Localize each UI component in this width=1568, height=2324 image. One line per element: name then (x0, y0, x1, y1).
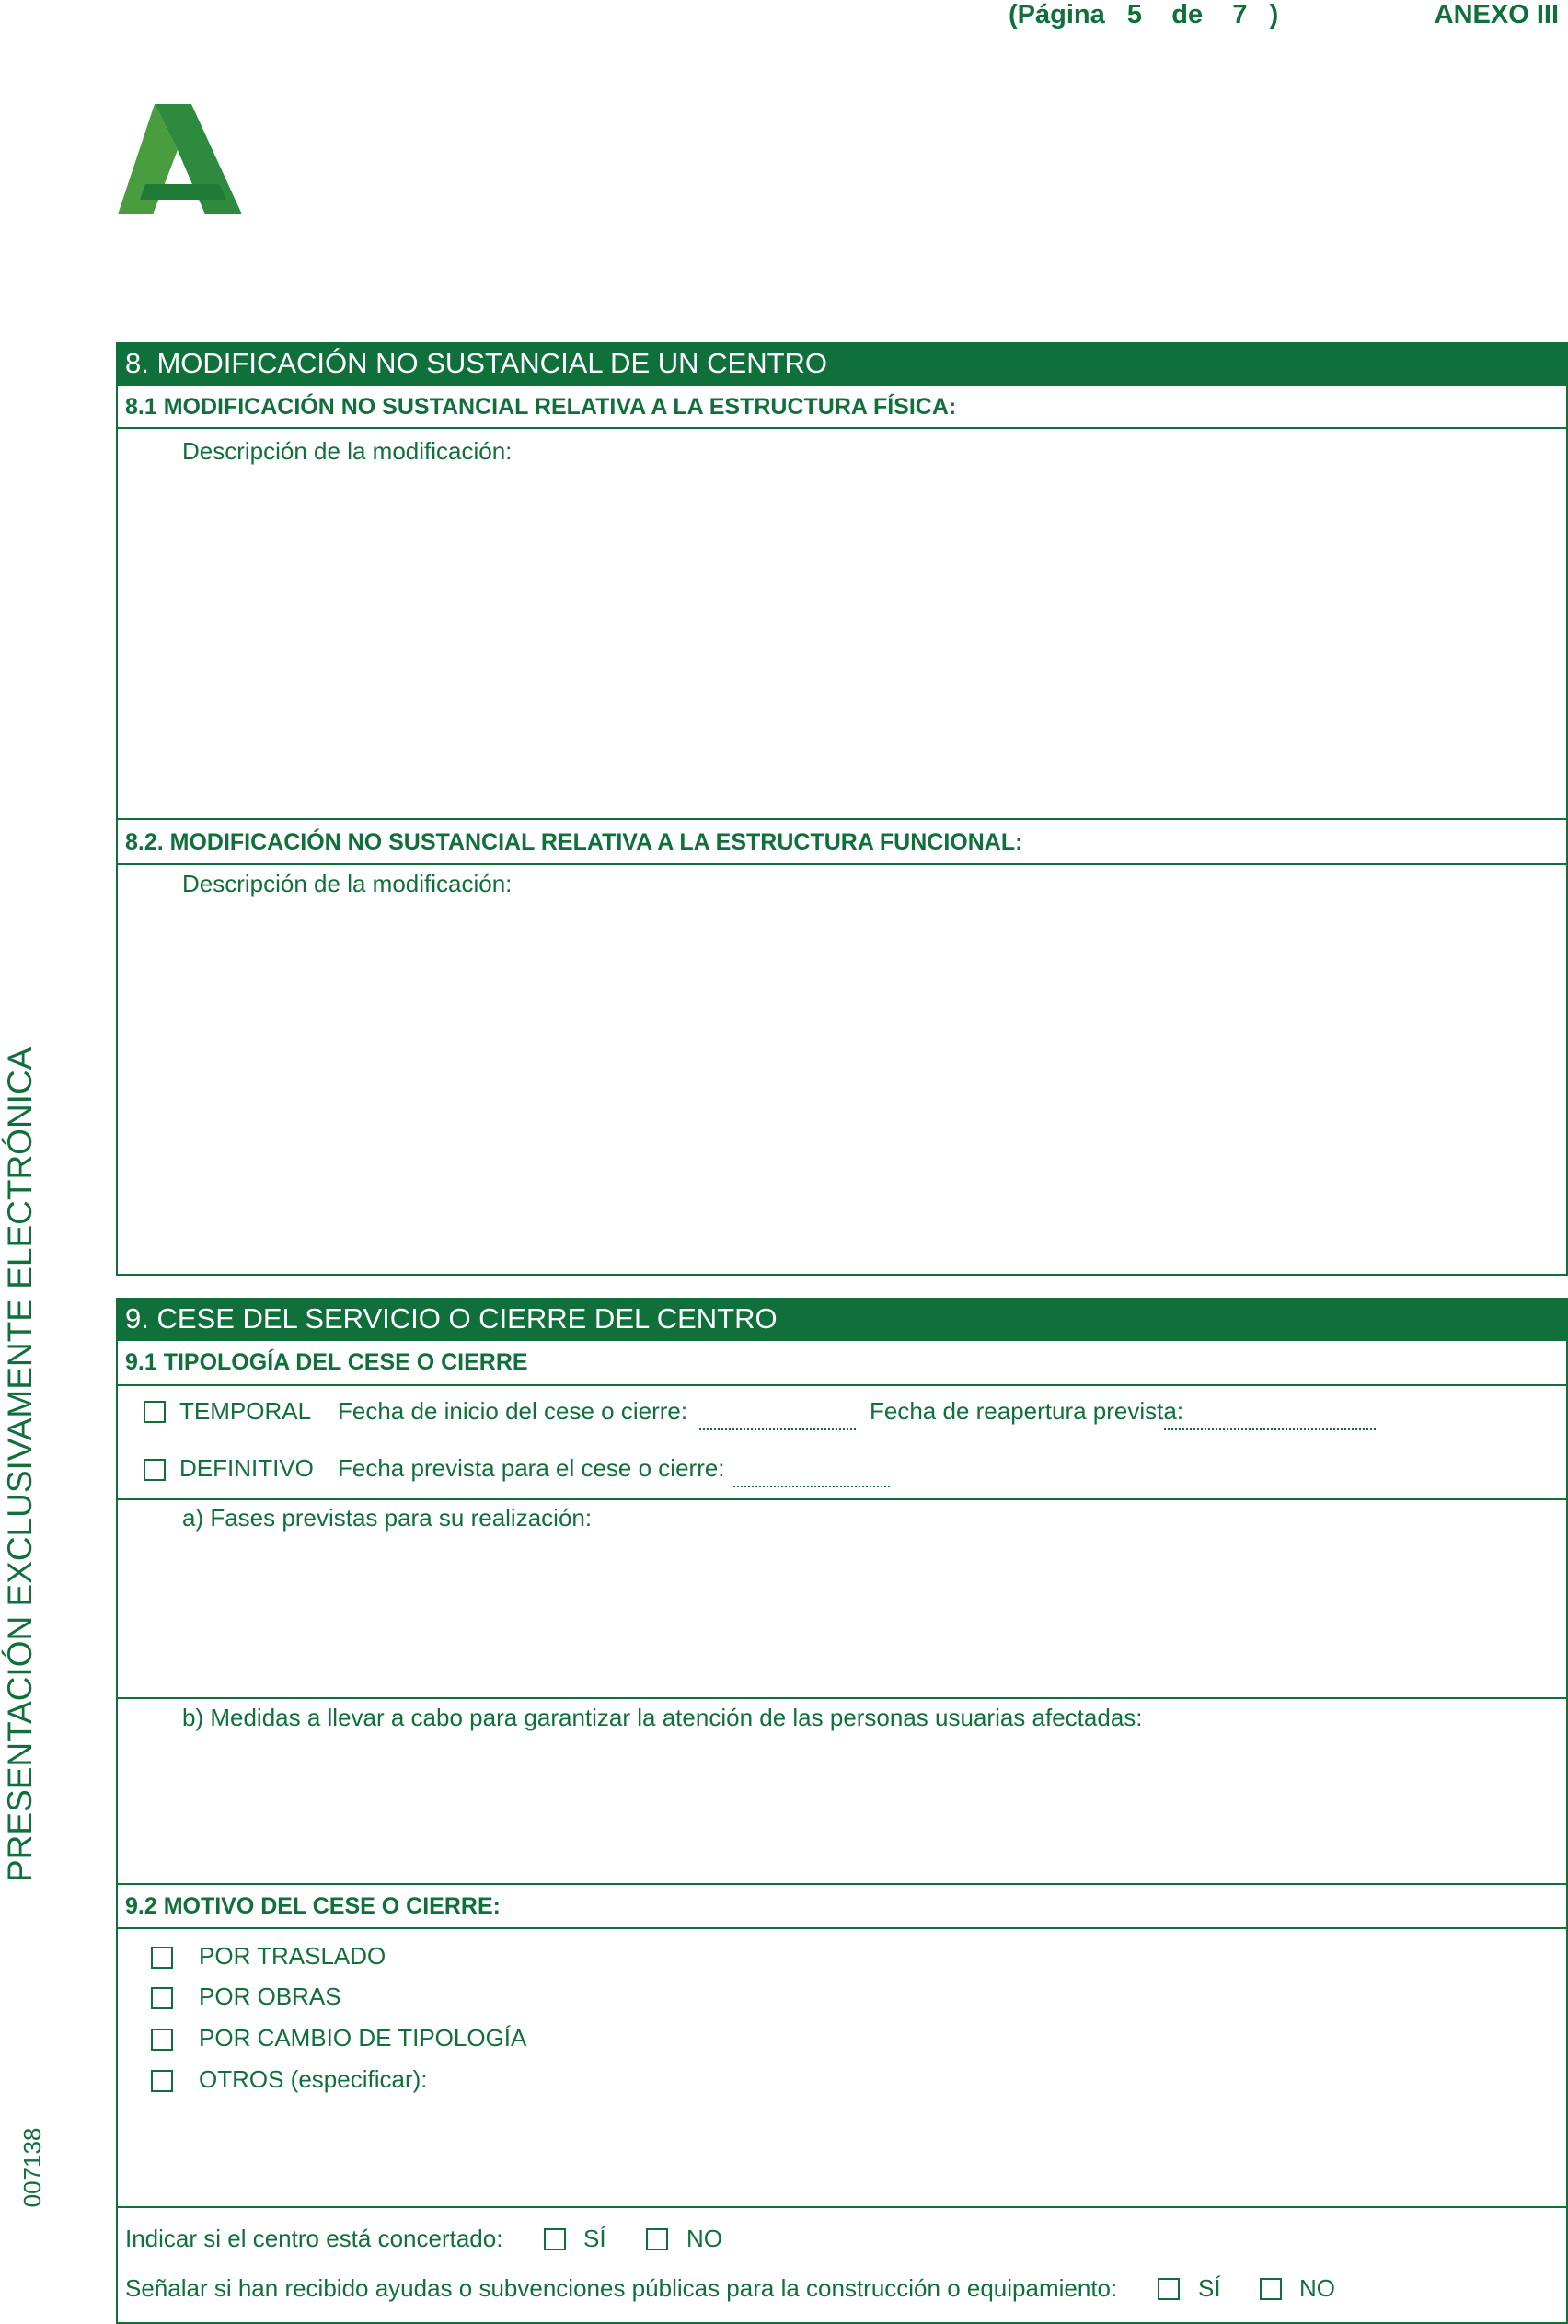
section-8-1-title: 8.1 MODIFICACIÓN NO SUSTANCIAL RELATIVA A LA ESTRUCTURA FÍSICA: (125, 394, 957, 420)
planned-date-field[interactable] (733, 1486, 890, 1487)
measures-label: b) Medidas a llevar a cabo para garantizar la atención de las personas usuarias afectadas: (182, 1704, 1143, 1731)
start-date-label: Fecha de inicio del cese o cierre: (338, 1397, 688, 1425)
reason-traslado-checkbox[interactable] (151, 1947, 173, 1969)
form-code: 007138 (18, 2127, 46, 2208)
reason-otros-checkbox[interactable] (151, 2070, 173, 2092)
annex-label: ANEXO III (1434, 0, 1559, 29)
definitivo-checkbox[interactable] (144, 1459, 166, 1481)
side-presentation-text: PRESENTACIÓN EXCLUSIVAMENTE ELECTRÓNICA (1, 1046, 39, 1882)
phases-label: a) Fases previstas para su realización: (182, 1504, 593, 1532)
ayudas-yes-checkbox[interactable] (1158, 2278, 1180, 2300)
divider (116, 863, 1568, 865)
ayudas-no-checkbox[interactable] (1260, 2278, 1282, 2300)
section-8-2-desc-label: Descripción de la modificación: (182, 870, 513, 897)
page-number: (Página 5 de 7 ) (1009, 0, 1279, 29)
section-9-2-title: 9.2 MOTIVO DEL CESE O CIERRE: (125, 1893, 501, 1919)
reason-obras-label: POR OBRAS (199, 1983, 341, 2010)
reason-otros-field[interactable] (423, 2065, 1528, 2203)
junta-andalucia-logo (118, 97, 247, 216)
temporal-label: TEMPORAL (179, 1397, 312, 1425)
ayudas-yes-label: SÍ (1198, 2274, 1221, 2302)
divider (116, 1498, 1568, 1500)
concertado-yes-checkbox[interactable] (544, 2228, 566, 2250)
section-8-1-desc-field[interactable] (118, 465, 1566, 817)
definitivo-label: DEFINITIVO (179, 1454, 314, 1482)
divider (116, 1697, 1568, 1699)
section-9-1-title: 9.1 TIPOLOGÍA DEL CESE O CIERRE (125, 1349, 528, 1375)
reopen-date-field[interactable] (1164, 1428, 1376, 1430)
section-8-2-title: 8.2. MODIFICACIÓN NO SUSTANCIAL RELATIVA A LA ESTRUCTURA FUNCIONAL: (125, 829, 1023, 855)
reopen-date-label: Fecha de reapertura prevista: (870, 1397, 1184, 1425)
reason-traslado-label: POR TRASLADO (199, 1942, 386, 1970)
divider (116, 818, 1568, 820)
concertado-label: Indicar si el centro está concertado: (125, 2225, 503, 2252)
reason-obras-checkbox[interactable] (151, 1987, 173, 2009)
ayudas-label: Señalar si han recibido ayudas o subvenciones públicas para la construcción o equipamiento: (125, 2274, 1118, 2302)
concertado-no-label: NO (686, 2225, 722, 2252)
concertado-yes-label: SÍ (583, 2225, 606, 2252)
section-8-title: 8. MODIFICACIÓN NO SUSTANCIAL DE UN CENTRO (116, 342, 1568, 386)
reason-tipologia-checkbox[interactable] (151, 2029, 173, 2051)
ayudas-no-label: NO (1299, 2274, 1335, 2302)
start-date-field[interactable] (699, 1428, 856, 1430)
section-8-1-desc-label: Descripción de la modificación: (182, 437, 513, 465)
planned-date-label: Fecha prevista para el cese o cierre: (338, 1454, 725, 1482)
reason-otros-label: OTROS (especificar): (199, 2065, 428, 2093)
section-8-2-desc-field[interactable] (118, 900, 1566, 1273)
temporal-checkbox[interactable] (144, 1401, 166, 1423)
divider (116, 1927, 1568, 1929)
phases-field[interactable] (118, 1532, 1566, 1696)
divider (116, 427, 1568, 429)
reason-tipologia-label: POR CAMBIO DE TIPOLOGÍA (199, 2024, 527, 2052)
concertado-no-checkbox[interactable] (646, 2228, 668, 2250)
divider (116, 2206, 1568, 2208)
divider (116, 1384, 1568, 1386)
measures-field[interactable] (118, 1732, 1566, 1882)
section-9-title: 9. CESE DEL SERVICIO O CIERRE DEL CENTRO (116, 1298, 1568, 1341)
